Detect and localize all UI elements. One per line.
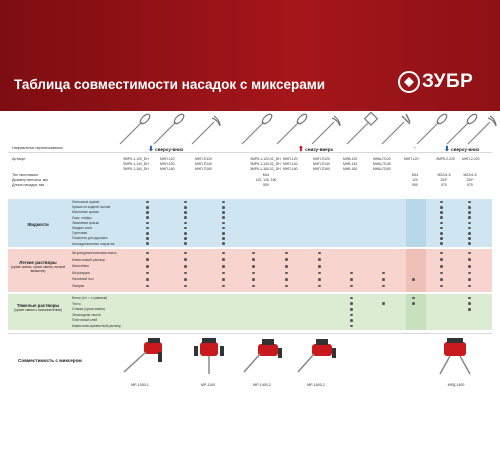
compatibility-dot (440, 242, 443, 245)
attachment-thumbnails (110, 112, 500, 146)
direction-text: - (414, 145, 416, 150)
article-code: МНП-П160 (195, 167, 212, 171)
material-label: Плиточный клей (72, 318, 98, 323)
mixer-icon (118, 336, 168, 376)
material-label: Латексные краски (72, 200, 100, 204)
material-label: Шпатлёвки (72, 264, 89, 269)
thread-value: M22x1.5 (463, 173, 477, 177)
article-label: Артикул (12, 157, 26, 161)
material-label: Грунтовки (72, 231, 88, 236)
mixer-icon (292, 336, 342, 376)
compatibility-dot (440, 216, 443, 219)
compatibility-dot (468, 302, 471, 305)
article-code: ЗМРК-1-160_DH (123, 167, 149, 171)
material-label: Стяжка (сухая смесь) (72, 307, 105, 312)
heavy-band-accent (406, 294, 426, 330)
compatibility-dot (222, 272, 225, 275)
compatibility-dot (350, 278, 353, 281)
thread-label: Тип хвостовика (12, 173, 38, 177)
page-title: Таблица совместимости насадок с миксерами (14, 77, 326, 92)
article-code: МНП-160 (283, 167, 298, 171)
compatibility-dot (222, 258, 225, 261)
compatibility-dot (222, 216, 225, 219)
compatibility-dot (222, 278, 225, 281)
length-value: 570 (441, 183, 447, 187)
length-value: 590 (263, 183, 269, 187)
article-code: МНП-140 (283, 162, 298, 166)
direction-text: сверху-вниз (155, 147, 184, 152)
mixer-icon (430, 336, 480, 376)
mixer-label: МРД-1400 (447, 383, 465, 387)
compatibility-dot (222, 206, 225, 209)
compatibility-dot (146, 242, 149, 245)
whisk-icon (310, 112, 344, 146)
length-label: Длина насадки, мм (12, 183, 44, 187)
compatibility-dot (184, 237, 187, 240)
mixer-label: МР-1100 (200, 383, 216, 387)
mixer-icon (238, 336, 288, 376)
compatibility-dot (468, 278, 471, 281)
mixer-image (118, 336, 168, 376)
diameter-value: 120, 140, 160 (255, 178, 277, 182)
compatibility-dot (252, 258, 255, 261)
compatibility-dot (184, 242, 187, 245)
article-code: МНП-120 (404, 157, 419, 161)
compatibility-dot (350, 319, 353, 322)
compatibility-dot (440, 206, 443, 209)
compatibility-dot (350, 302, 353, 305)
liquids-section-label: Жидкости (27, 222, 49, 227)
length-value: 570 (467, 183, 473, 187)
compatibility-dot (412, 302, 415, 305)
material-label: Покрытия для дорожек (72, 236, 108, 241)
compatibility-dot (146, 278, 149, 281)
compatibility-dot (146, 206, 149, 209)
compatibility-dot (350, 314, 353, 317)
article-code: ЗМРК-1-140_DH (123, 162, 149, 166)
compatibility-dot (146, 222, 149, 225)
article-code: МНП-П120 (195, 157, 212, 161)
compatibility-dot (318, 265, 321, 268)
thread-value: M14 (411, 173, 419, 177)
compatibility-dot (440, 258, 443, 261)
article-code: МНП-П140 (195, 162, 212, 166)
compatibility-dot (252, 278, 255, 281)
material-label: Эмалевые краски (72, 220, 100, 225)
compatibility-dot (440, 232, 443, 235)
compatibility-dot (412, 278, 415, 281)
compatibility-dot (222, 232, 225, 235)
compatibility-dot (468, 222, 471, 225)
material-label: Штукатурки (72, 270, 90, 275)
direction-label: Направление перемешивания (12, 146, 63, 150)
compatibility-dot (222, 211, 225, 214)
material-label: Лаки, олифы (72, 215, 92, 220)
material-label: Тесто (72, 301, 81, 306)
light-section-title: Легкие растворы (19, 260, 57, 265)
logo-text: ЗУБР (422, 71, 474, 92)
mixer-image (430, 336, 480, 376)
compatibility-dot (146, 272, 149, 275)
compatibility-dot (468, 242, 471, 245)
whisk-icon (240, 112, 274, 146)
compat-label: Совместимость с миксером (18, 358, 82, 363)
arrow-down-icon: ⬇ (148, 146, 154, 153)
arrow-down-icon: ⬇ (444, 146, 450, 153)
compatibility-dot (285, 265, 288, 268)
compatibility-dot (440, 272, 443, 275)
mixer-image (238, 336, 288, 376)
heavy-section-title: Тяжелые растворы (16, 303, 60, 308)
whisk-icon (190, 112, 224, 146)
compatibility-dot (382, 302, 385, 305)
divider (8, 152, 492, 153)
compatibility-dot (468, 206, 471, 209)
compatibility-dot (382, 272, 385, 275)
material-label: Штукатурная/гипсовая смесь (72, 251, 117, 255)
whisk-icon (380, 112, 414, 146)
compatibility-dot (222, 222, 225, 225)
compatibility-dot (468, 265, 471, 268)
compatibility-dot (285, 278, 288, 281)
compatibility-dot (146, 216, 149, 219)
whisk-icon (118, 112, 152, 146)
article-code: МНВ-140 (343, 162, 358, 166)
compatibility-dot (184, 211, 187, 214)
compatibility-dot (285, 272, 288, 275)
compatibility-dot (252, 265, 255, 268)
article-code: МНВ-160 (343, 167, 358, 171)
compatibility-dot (440, 265, 443, 268)
compatibility-dot (468, 216, 471, 219)
direction-text: сверху-вниз (451, 147, 480, 152)
compatibility-dot (440, 211, 443, 214)
article-code: ЗМРК-1-120_DH (123, 157, 149, 161)
whisk-icon (275, 112, 309, 146)
compatibility-dot (146, 211, 149, 214)
compatibility-dot (184, 232, 187, 235)
diameter-label: Диаметр венчика, мм (12, 178, 48, 182)
compatibility-dot (184, 258, 187, 261)
compatibility-dot (440, 278, 443, 281)
mixer-label: МР-1050-1 (131, 383, 149, 387)
article-code: ЗМРК-1-120-02_DH (250, 157, 281, 161)
direction-text: снизу-вверх (305, 147, 334, 152)
compatibility-dot (184, 206, 187, 209)
material-label: Жидкие клеи (72, 226, 92, 230)
material-label: Масляные краски (72, 210, 99, 215)
heavy-section-label (8, 303, 68, 312)
diameter-value: 220* (440, 178, 448, 182)
compatibility-dot (468, 258, 471, 261)
article-code: МНП-140 (160, 162, 175, 166)
article-code: МНВ-120 (343, 157, 358, 161)
compatibility-dot (440, 237, 443, 240)
material-label: Известковый раствор (72, 257, 105, 262)
mixer-image (292, 336, 342, 376)
divider (8, 333, 492, 334)
direction-none (414, 145, 416, 150)
length-value: 590 (412, 183, 418, 187)
compatibility-dot (318, 258, 321, 261)
heavy-section-sub: (сухие смеси с наполнителем) (14, 308, 62, 312)
compatibility-dot (146, 258, 149, 261)
article-code: МНП-160 (160, 167, 175, 171)
compatibility-dot (468, 308, 471, 311)
logo-icon (398, 71, 420, 93)
compatibility-dot (184, 216, 187, 219)
compatibility-dot (184, 278, 187, 281)
article-code: МНП-П160 (313, 167, 330, 171)
material-label: Бетон (с/т = с гравием) (72, 296, 108, 300)
material-label: Затирки (72, 284, 85, 288)
compatibility-dot (318, 278, 321, 281)
compatibility-dot (184, 272, 187, 275)
brand-logo (398, 71, 490, 93)
compatibility-dot (468, 232, 471, 235)
compatibility-dot (350, 308, 353, 311)
compatibility-dot (468, 211, 471, 214)
compatibility-dot (146, 265, 149, 268)
compatibility-dot (222, 242, 225, 245)
thread-value: M22x1.5 (437, 173, 451, 177)
arrow-up-icon: ⬆ (298, 146, 304, 153)
material-label: Эпоксидная смола (72, 312, 101, 317)
whisk-icon (466, 112, 500, 146)
whisk-icon (152, 112, 186, 146)
light-section-sub: (сухие смеси, сухие смеси, низкой вязкости) (10, 265, 66, 273)
compatibility-dot (318, 272, 321, 275)
compatibility-dot (468, 237, 471, 240)
article-code: МНШ-П120 (373, 157, 391, 161)
article-code: ЗМРК-1-160-02_DH (250, 167, 281, 171)
compatibility-dot (222, 237, 225, 240)
mixer-image (184, 336, 234, 376)
compatibility-dot (350, 272, 353, 275)
compatibility-dot (285, 258, 288, 261)
light-section-label (8, 260, 68, 273)
thread-value: M14 (262, 173, 270, 177)
compatibility-dot (184, 222, 187, 225)
article-code: ЗМРК-2-220 (436, 157, 455, 161)
compatibility-dot (382, 278, 385, 281)
article-code: МНП-П140 (313, 162, 330, 166)
material-label: Краски на водной основе (72, 205, 111, 210)
diameter-value: 120 (412, 178, 418, 182)
article-code: ЗМРК-1-140-02_DH (250, 162, 281, 166)
material-label: Антиадгезионные покрытия (72, 241, 115, 246)
article-code: МНШ-П160 (373, 167, 391, 171)
whisk-icon (415, 112, 449, 146)
whisk-icon (345, 112, 379, 146)
article-code: МНП-120 (283, 157, 298, 161)
compatibility-dot (440, 222, 443, 225)
article-code: МНП-120 (160, 157, 175, 161)
compatibility-dot (184, 265, 187, 268)
mixer-label: МР-1400-2 (253, 383, 271, 387)
article-code: МНП-П120 (313, 157, 330, 161)
diameter-value: 220* (466, 178, 474, 182)
mixer-icon (184, 336, 234, 376)
compatibility-dot (146, 237, 149, 240)
article-code: МНШ-П140 (373, 162, 391, 166)
material-label: Наливной пол (72, 277, 94, 282)
mixer-label: МР-1600-2 (307, 383, 325, 387)
light-band-accent (406, 249, 426, 292)
article-code: МНП-2-220 (462, 157, 480, 161)
liquids-band-accent (406, 199, 426, 247)
compatibility-dot (468, 272, 471, 275)
compatibility-dot (146, 232, 149, 235)
header-banner (0, 0, 500, 111)
compatibility-dot (222, 265, 225, 268)
material-label: Известково-цементный раствор (72, 324, 121, 328)
compatibility-dot (252, 272, 255, 275)
